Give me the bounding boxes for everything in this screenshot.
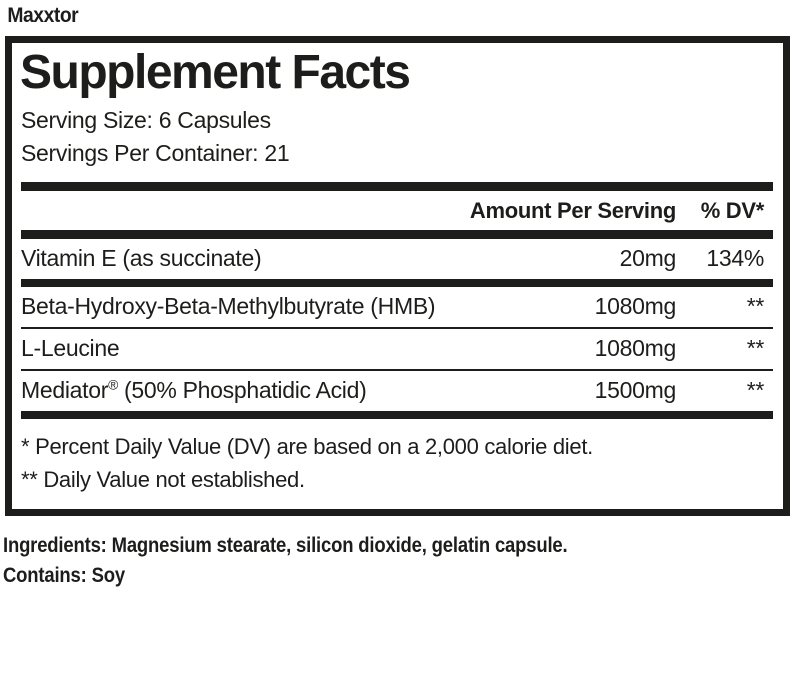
nutrient-name [21, 377, 516, 404]
nutrient-name: Beta-Hydroxy-Beta-Methylbutyrate (HMB) [21, 293, 436, 319]
footnote-daily-value: * Percent Daily Value (DV) are based on a 2,000 calorie diet. [21, 434, 593, 459]
nutrient-dv: ** [746, 293, 764, 319]
nutrient-row-hmb [21, 287, 773, 327]
divider-heavy-bottom [21, 411, 773, 419]
nutrient-amount: 1080mg [594, 293, 676, 319]
registered-trademark-symbol: ® [108, 377, 118, 393]
nutrient-row-mediator [21, 371, 773, 411]
nutrient-dv: 134% [706, 245, 764, 271]
nutrient-amount: 20mg [619, 245, 676, 271]
nutrient-row-l-leucine [21, 329, 773, 369]
nutrient-name-main: Mediator [21, 377, 109, 403]
table-header-row [21, 191, 773, 230]
ingredients-line: Ingredients: Magnesium stearate, silicon dioxide, gelatin capsule. [3, 534, 568, 557]
nutrient-dv: ** [746, 377, 764, 403]
nutrient-name-rest: (50% Phosphatidic Acid) [117, 377, 367, 403]
panel-title: Supplement Facts [20, 46, 410, 99]
contains-line: Contains: Soy [3, 564, 125, 587]
nutrient-amount: 1500mg [594, 377, 676, 403]
footnote-not-established: ** Daily Value not established. [21, 467, 305, 492]
divider-heavy-top [21, 182, 773, 191]
column-header-amount: Amount Per Serving [469, 198, 676, 223]
nutrient-row-vitamin-e [21, 239, 773, 279]
serving-size-label: Serving Size: 6 Capsules [21, 107, 271, 133]
divider-heavy-below-header [21, 230, 773, 239]
footnotes-section [21, 419, 773, 498]
nutrient-dv: ** [746, 335, 764, 361]
nutrient-name: Vitamin E (as succinate) [21, 245, 262, 271]
servings-per-container-label: Servings Per Container: 21 [21, 140, 290, 166]
brand-title: Maxxtor [7, 4, 79, 27]
supplement-facts-panel [5, 36, 790, 516]
column-header-dv: % DV* [700, 198, 764, 223]
nutrient-amount: 1080mg [594, 335, 676, 361]
nutrient-name: L-Leucine [21, 335, 120, 361]
divider-medium-after-vitamin-e [21, 279, 773, 287]
label-footer [0, 531, 791, 591]
